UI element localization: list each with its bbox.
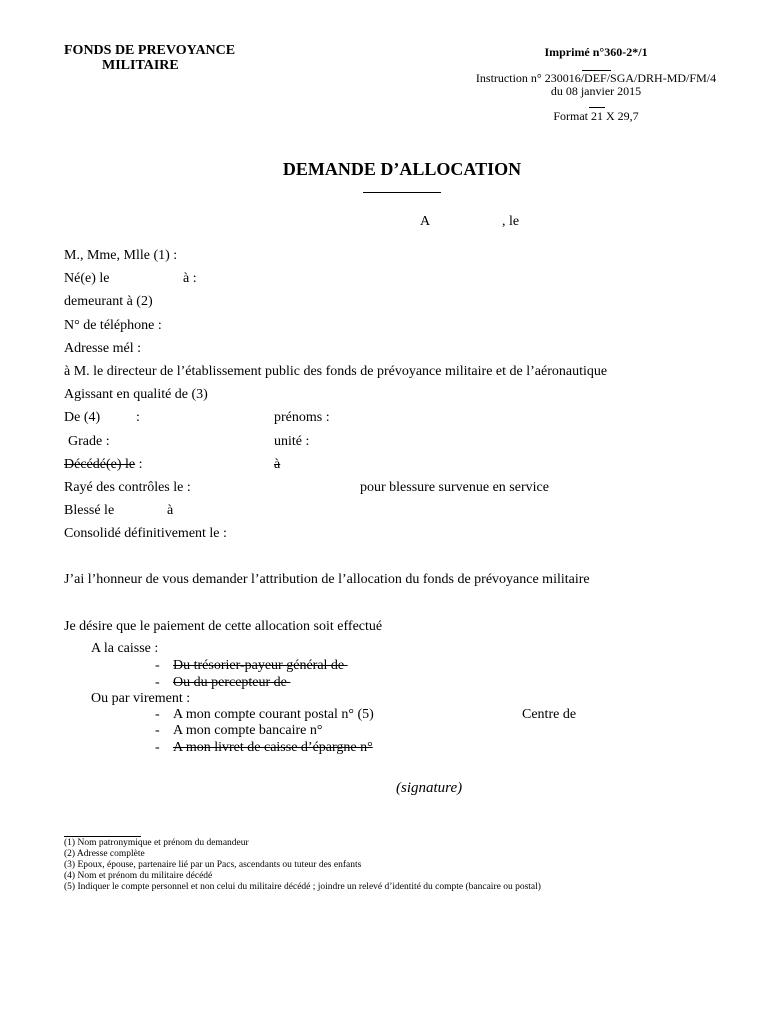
acting-as-field: Agissant en qualité de (3) [64, 387, 208, 402]
title-underline [363, 192, 441, 193]
separator-line [589, 107, 605, 108]
list-dash: - [155, 658, 160, 673]
cash-option-collector [155, 675, 290, 691]
cash-option-treasurer [155, 658, 348, 674]
list-dash: - [155, 723, 160, 738]
addressee-line: à M. le directeur de l’établissement public des fonds de prévoyance militaire et de l’aéronautique [64, 364, 608, 379]
transfer-option-postal-label: A mon compte courant postal n° (5) [173, 707, 374, 722]
first-names-field: prénoms : [274, 410, 330, 425]
instruction-date: du 08 janvier 2015 [550, 84, 642, 98]
transfer-option-savings-label: A mon livret de caisse d’épargne n° [173, 740, 373, 755]
struck-off-field: Rayé des contrôles le : [64, 480, 191, 495]
wounded-place-field: à [167, 503, 174, 518]
paper-format: Format 21 X 29,7 [553, 109, 639, 123]
place-label: A [420, 214, 431, 229]
footnote: (1) Nom patronymique et prénom du demandeur [64, 838, 249, 848]
page-title: DEMANDE D’ALLOCATION [282, 159, 522, 179]
deceased-date-colon: : [135, 457, 143, 472]
postal-center-field: Centre de [522, 707, 577, 722]
transfer-option-bank [155, 723, 322, 739]
footnote: (5) Indiquer le compte personnel et non celui du militaire décédé ; joindre un relevé d’identité du compte (bancaire ou postal) [64, 882, 541, 892]
cash-option-collector-label: Ou du percepteur de [173, 675, 287, 690]
request-statement: J’ai l’honneur de vous demander l’attribution de l’allocation du fonds de prévoyance militaire [64, 572, 590, 587]
grade-field: Grade : [68, 434, 110, 449]
deceased-date-field [64, 457, 143, 473]
transfer-option-postal [155, 707, 374, 723]
footnote: (3) Epoux, épouse, partenaire lié par un Pacs, ascendants ou tuteur des enfants [64, 860, 362, 870]
list-dash: - [155, 707, 160, 722]
deceased-name-field: De (4) [64, 410, 101, 425]
unit-field: unité : [274, 434, 310, 449]
list-dash: - [155, 675, 160, 690]
residence-field: demeurant à (2) [64, 294, 153, 309]
footnote: (2) Adresse complète [64, 849, 145, 859]
org-name-line1: FONDS DE PREVOYANCE [64, 43, 236, 58]
instruction-reference: Instruction n° 230016/DEF/SGA/DRH-MD/FM/4 [475, 71, 717, 85]
payment-intro: Je désire que le paiement de cette allocation soit effectué [64, 619, 383, 634]
consolidated-field: Consolidé définitivement le : [64, 526, 227, 541]
form-number: Imprimé n°360-2*/1 [544, 45, 648, 59]
transfer-option-bank-label: A mon compte bancaire n° [173, 723, 323, 738]
footnote: (4) Nom et prénom du militaire décédé [64, 871, 213, 881]
transfer-option-savings [155, 740, 373, 756]
birth-date-field: Né(e) le [64, 271, 110, 286]
cash-option-treasurer-label: Du trésorier-payeur général de [173, 658, 345, 673]
deceased-date-label-struck: Décédé(e) le [64, 457, 136, 472]
transfer-label: Ou par virement : [91, 691, 191, 706]
date-label: , le [502, 214, 520, 229]
deceased-name-colon: : [136, 410, 140, 425]
email-field: Adresse mél : [64, 341, 141, 356]
footnote-separator [64, 836, 141, 837]
cash-label: A la caisse : [91, 641, 159, 656]
birth-place-field: à : [183, 271, 197, 286]
list-dash: - [155, 740, 160, 755]
signature-label: (signature) [396, 780, 463, 796]
injury-note: pour blessure survenue en service [360, 480, 549, 495]
wounded-date-field: Blessé le [64, 503, 115, 518]
deceased-place-struck: à [274, 457, 281, 472]
org-name-line2: MILITAIRE [102, 58, 179, 73]
civility-field: M., Mme, Mlle (1) : [64, 248, 178, 263]
phone-field: N° de téléphone : [64, 318, 162, 333]
